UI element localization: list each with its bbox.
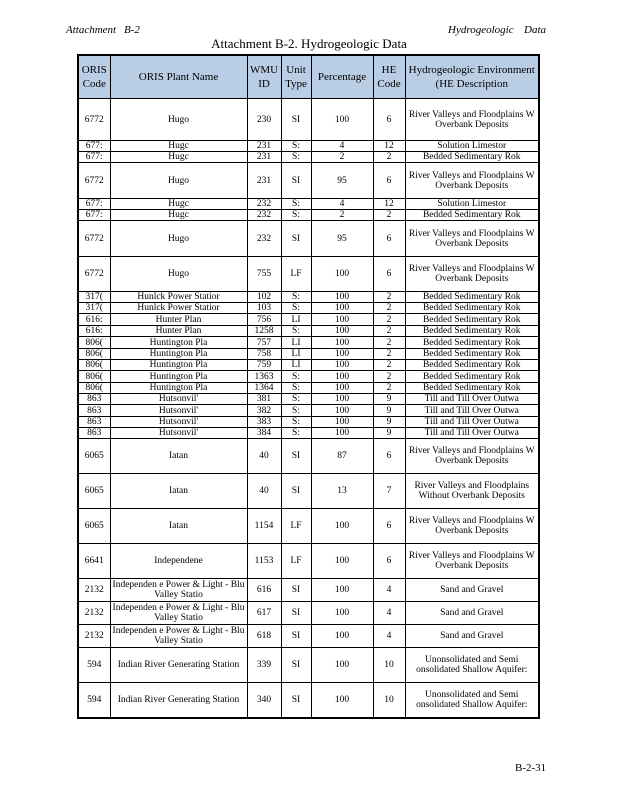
cell-he-code: 6	[373, 221, 405, 257]
cell-oris-code: 616:	[78, 314, 110, 326]
cell-unit-type: S:	[281, 405, 311, 417]
cell-unit-type: S:	[281, 141, 311, 152]
table-row	[78, 257, 539, 292]
cell-unit-type: S:	[281, 292, 311, 303]
cell-he-code: 4	[373, 579, 405, 602]
cell-he-description: Bedded Sedimentary Rok	[405, 326, 539, 337]
cell-plant-name: Huntington Pla	[110, 349, 247, 360]
cell-he-code: 2	[373, 326, 405, 337]
cell-unit-type: SI	[281, 648, 311, 683]
cell-wmu-id: 1153	[247, 544, 281, 579]
cell-oris-code: 6772	[78, 257, 110, 292]
cell-percentage: 2	[311, 152, 373, 163]
table-row	[78, 474, 539, 509]
cell-oris-code: 6772	[78, 221, 110, 257]
cell-oris-code: 317(	[78, 292, 110, 303]
table-row	[78, 439, 539, 474]
col-header-unit-type: Unit Type	[281, 55, 311, 99]
table-row	[78, 303, 539, 314]
cell-percentage: 100	[311, 371, 373, 383]
cell-percentage: 100	[311, 509, 373, 544]
cell-oris-code: 806(	[78, 349, 110, 360]
cell-percentage: 100	[311, 428, 373, 439]
cell-he-description: Bedded Sedimentary Rok	[405, 292, 539, 303]
cell-he-description: Bedded Sedimentary Rok	[405, 314, 539, 326]
cell-wmu-id: 755	[247, 257, 281, 292]
cell-plant-name: Huntington Pla	[110, 371, 247, 383]
cell-wmu-id: 384	[247, 428, 281, 439]
cell-he-code: 2	[373, 360, 405, 371]
cell-he-description: River Valleys and Floodplains W Overbank Deposits	[405, 439, 539, 474]
cell-oris-code: 677:	[78, 210, 110, 221]
cell-percentage: 100	[311, 417, 373, 428]
cell-he-description: Bedded Sedimentary Rok	[405, 152, 539, 163]
cell-he-code: 6	[373, 439, 405, 474]
cell-plant-name: Hutsonvil'	[110, 417, 247, 428]
cell-he-code: 2	[373, 337, 405, 349]
cell-percentage: 100	[311, 405, 373, 417]
cell-wmu-id: 232	[247, 210, 281, 221]
table-row	[78, 405, 539, 417]
cell-plant-name: Independen e Power & Light - Blu Valley Statio	[110, 625, 247, 648]
cell-plant-name: Indian River Generating Station	[110, 648, 247, 683]
cell-unit-type: S:	[281, 383, 311, 394]
cell-unit-type: S:	[281, 210, 311, 221]
cell-unit-type: S:	[281, 428, 311, 439]
cell-he-description: Bedded Sedimentary Rok	[405, 349, 539, 360]
cell-unit-type: S:	[281, 199, 311, 210]
cell-plant-name: Hugc	[110, 210, 247, 221]
cell-he-description: Bedded Sedimentary Rok	[405, 371, 539, 383]
cell-unit-type: SI	[281, 474, 311, 509]
cell-percentage: 100	[311, 544, 373, 579]
cell-percentage: 87	[311, 439, 373, 474]
cell-he-description: River Valleys and Floodplains W Overbank Deposits	[405, 257, 539, 292]
cell-unit-type: S:	[281, 417, 311, 428]
cell-he-description: Till and Till Over Outwa	[405, 417, 539, 428]
cell-plant-name: Hunlck Power Statior	[110, 292, 247, 303]
table-row	[78, 579, 539, 602]
cell-plant-name: Indian River Generating Station	[110, 683, 247, 718]
cell-percentage: 100	[311, 303, 373, 314]
table-row	[78, 221, 539, 257]
col-header-percentage: Percentage	[311, 55, 373, 99]
cell-he-code: 4	[373, 602, 405, 625]
cell-he-description: Bedded Sedimentary Rok	[405, 303, 539, 314]
hydrogeologic-data-table	[77, 54, 540, 719]
cell-he-description: Bedded Sedimentary Rok	[405, 383, 539, 394]
cell-unit-type: S:	[281, 303, 311, 314]
table-row	[78, 163, 539, 199]
cell-he-code: 4	[373, 625, 405, 648]
table-row	[78, 292, 539, 303]
cell-oris-code: 2132	[78, 579, 110, 602]
table-row	[78, 141, 539, 152]
cell-wmu-id: 40	[247, 474, 281, 509]
cell-percentage: 100	[311, 394, 373, 405]
cell-wmu-id: 1363	[247, 371, 281, 383]
cell-percentage: 100	[311, 99, 373, 141]
table-row	[78, 544, 539, 579]
table-row	[78, 648, 539, 683]
cell-percentage: 100	[311, 326, 373, 337]
table-row	[78, 99, 539, 141]
cell-plant-name: Hugc	[110, 152, 247, 163]
cell-he-description: Till and Till Over Outwa	[405, 405, 539, 417]
cell-he-code: 6	[373, 99, 405, 141]
cell-he-code: 12	[373, 199, 405, 210]
cell-oris-code: 6641	[78, 544, 110, 579]
cell-oris-code: 317(	[78, 303, 110, 314]
cell-percentage: 4	[311, 141, 373, 152]
cell-unit-type: SI	[281, 221, 311, 257]
cell-percentage: 13	[311, 474, 373, 509]
cell-he-description: River Valleys and Floodplains W Overbank Deposits	[405, 99, 539, 141]
cell-he-code: 6	[373, 544, 405, 579]
cell-he-code: 2	[373, 314, 405, 326]
cell-he-code: 2	[373, 152, 405, 163]
cell-he-description: River Valleys and Floodplains W Overbank Deposits	[405, 544, 539, 579]
cell-he-code: 6	[373, 257, 405, 292]
table-row	[78, 394, 539, 405]
cell-unit-type: LI	[281, 360, 311, 371]
cell-plant-name: Independen e Power & Light - Blu Valley Statio	[110, 579, 247, 602]
cell-he-description: Bedded Sedimentary Rok	[405, 337, 539, 349]
cell-plant-name: Independene	[110, 544, 247, 579]
table-row	[78, 417, 539, 428]
cell-unit-type: LF	[281, 544, 311, 579]
cell-plant-name: Hutsonvil'	[110, 405, 247, 417]
cell-plant-name: Hugo	[110, 99, 247, 141]
table-row	[78, 337, 539, 349]
cell-wmu-id: 1154	[247, 509, 281, 544]
cell-oris-code: 863	[78, 417, 110, 428]
cell-wmu-id: 616	[247, 579, 281, 602]
table-row	[78, 360, 539, 371]
cell-oris-code: 806(	[78, 383, 110, 394]
cell-unit-type: S:	[281, 152, 311, 163]
cell-oris-code: 806(	[78, 371, 110, 383]
cell-he-code: 6	[373, 509, 405, 544]
cell-unit-type: SI	[281, 683, 311, 718]
cell-plant-name: Huntington Pla	[110, 360, 247, 371]
cell-he-code: 6	[373, 163, 405, 199]
cell-unit-type: LF	[281, 509, 311, 544]
cell-plant-name: Hutsonvil'	[110, 394, 247, 405]
cell-plant-name: Hunlck Power Statior	[110, 303, 247, 314]
cell-he-code: 2	[373, 292, 405, 303]
cell-wmu-id: 759	[247, 360, 281, 371]
cell-wmu-id: 232	[247, 199, 281, 210]
cell-percentage: 100	[311, 349, 373, 360]
cell-he-code: 10	[373, 648, 405, 683]
cell-oris-code: 863	[78, 428, 110, 439]
cell-wmu-id: 618	[247, 625, 281, 648]
table-row	[78, 210, 539, 221]
cell-wmu-id: 1364	[247, 383, 281, 394]
cell-percentage: 100	[311, 257, 373, 292]
cell-oris-code: 677:	[78, 141, 110, 152]
cell-he-code: 9	[373, 405, 405, 417]
table-row	[78, 349, 539, 360]
table-row	[78, 326, 539, 337]
cell-oris-code: 6065	[78, 439, 110, 474]
table-row	[78, 152, 539, 163]
page-number: B-2-31	[515, 762, 547, 774]
cell-plant-name: Huntington Pla	[110, 383, 247, 394]
table-row	[78, 683, 539, 718]
table-row	[78, 602, 539, 625]
cell-he-code: 9	[373, 428, 405, 439]
cell-oris-code: 6772	[78, 99, 110, 141]
cell-wmu-id: 1258	[247, 326, 281, 337]
cell-unit-type: LF	[281, 257, 311, 292]
cell-wmu-id: 382	[247, 405, 281, 417]
cell-wmu-id: 40	[247, 439, 281, 474]
cell-plant-name: Iatan	[110, 509, 247, 544]
cell-he-code: 2	[373, 303, 405, 314]
cell-plant-name: Hunter Plan	[110, 326, 247, 337]
cell-unit-type: S:	[281, 394, 311, 405]
cell-plant-name: Iatan	[110, 439, 247, 474]
cell-oris-code: 863	[78, 405, 110, 417]
cell-oris-code: 2132	[78, 625, 110, 648]
cell-percentage: 100	[311, 337, 373, 349]
cell-percentage: 100	[311, 383, 373, 394]
cell-percentage: 2	[311, 210, 373, 221]
header-section-label: Hydrogeologic	[448, 24, 514, 36]
cell-he-code: 10	[373, 683, 405, 718]
cell-unit-type: LI	[281, 337, 311, 349]
cell-unit-type: SI	[281, 579, 311, 602]
cell-he-description: Unonsolidated and Semi onsolidated Shallow Aquifer:	[405, 648, 539, 683]
cell-he-description: River Valleys and Floodplains W Overbank Deposits	[405, 221, 539, 257]
cell-he-description: Solution Limestor	[405, 141, 539, 152]
table-row	[78, 428, 539, 439]
cell-wmu-id: 381	[247, 394, 281, 405]
cell-percentage: 100	[311, 602, 373, 625]
cell-plant-name: Iatan	[110, 474, 247, 509]
cell-he-description: Sand and Gravel	[405, 579, 539, 602]
cell-he-description: Solution Limestor	[405, 199, 539, 210]
col-header-plant-name: ORIS Plant Name	[110, 55, 247, 99]
cell-oris-code: 6065	[78, 474, 110, 509]
cell-he-code: 2	[373, 349, 405, 360]
cell-wmu-id: 340	[247, 683, 281, 718]
cell-percentage: 100	[311, 625, 373, 648]
cell-he-description: Unonsolidated and Semi onsolidated Shallow Aquifer:	[405, 683, 539, 718]
cell-oris-code: 677:	[78, 152, 110, 163]
cell-oris-code: 2132	[78, 602, 110, 625]
cell-unit-type: LI	[281, 314, 311, 326]
cell-plant-name: Hugo	[110, 163, 247, 199]
cell-wmu-id: 231	[247, 152, 281, 163]
cell-plant-name: Hunter Plan	[110, 314, 247, 326]
cell-he-description: Sand and Gravel	[405, 625, 539, 648]
table-header-row	[78, 55, 539, 99]
cell-unit-type: SI	[281, 99, 311, 141]
cell-he-description: River Valleys and Floodplains Without Overbank Deposits	[405, 474, 539, 509]
cell-wmu-id: 102	[247, 292, 281, 303]
cell-he-code: 2	[373, 383, 405, 394]
cell-oris-code: 616:	[78, 326, 110, 337]
cell-oris-code: 594	[78, 683, 110, 718]
cell-he-code: 7	[373, 474, 405, 509]
cell-unit-type: SI	[281, 163, 311, 199]
header-attachment-number: B-2	[124, 24, 140, 36]
cell-percentage: 100	[311, 683, 373, 718]
col-header-wmu-id: WMU ID	[247, 55, 281, 99]
cell-unit-type: SI	[281, 439, 311, 474]
cell-wmu-id: 339	[247, 648, 281, 683]
cell-he-code: 12	[373, 141, 405, 152]
cell-oris-code: 6772	[78, 163, 110, 199]
cell-wmu-id: 230	[247, 99, 281, 141]
cell-plant-name: Hutsonvil'	[110, 428, 247, 439]
cell-he-description: Sand and Gravel	[405, 602, 539, 625]
cell-wmu-id: 617	[247, 602, 281, 625]
cell-wmu-id: 383	[247, 417, 281, 428]
cell-percentage: 100	[311, 648, 373, 683]
cell-unit-type: LI	[281, 349, 311, 360]
cell-he-code: 9	[373, 417, 405, 428]
cell-he-description: River Valleys and Floodplains W Overbank Deposits	[405, 509, 539, 544]
table-row	[78, 383, 539, 394]
cell-unit-type: S:	[281, 371, 311, 383]
cell-plant-name: Hugo	[110, 221, 247, 257]
cell-percentage: 95	[311, 163, 373, 199]
cell-wmu-id: 103	[247, 303, 281, 314]
cell-he-description: Bedded Sedimentary Rok	[405, 360, 539, 371]
cell-he-code: 2	[373, 371, 405, 383]
cell-plant-name: Hugc	[110, 141, 247, 152]
cell-unit-type: SI	[281, 625, 311, 648]
cell-wmu-id: 231	[247, 163, 281, 199]
cell-plant-name: Hugc	[110, 199, 247, 210]
cell-wmu-id: 758	[247, 349, 281, 360]
cell-oris-code: 677:	[78, 199, 110, 210]
cell-he-description: River Valleys and Floodplains W Overbank Deposits	[405, 163, 539, 199]
table-row	[78, 625, 539, 648]
cell-wmu-id: 756	[247, 314, 281, 326]
col-header-he-description: Hydrogeologic Environment (HE Description	[405, 55, 539, 99]
cell-he-code: 9	[373, 394, 405, 405]
cell-percentage: 100	[311, 314, 373, 326]
col-header-he-code: HE Code	[373, 55, 405, 99]
cell-wmu-id: 757	[247, 337, 281, 349]
cell-plant-name: Hugo	[110, 257, 247, 292]
cell-percentage: 100	[311, 292, 373, 303]
cell-percentage: 95	[311, 221, 373, 257]
cell-he-description: Till and Till Over Outwa	[405, 428, 539, 439]
col-header-oris-code: ORIS Code	[78, 55, 110, 99]
table-row	[78, 509, 539, 544]
cell-oris-code: 806(	[78, 360, 110, 371]
cell-wmu-id: 231	[247, 141, 281, 152]
cell-plant-name: Independen e Power & Light - Blu Valley Statio	[110, 602, 247, 625]
cell-percentage: 100	[311, 360, 373, 371]
cell-oris-code: 594	[78, 648, 110, 683]
header-section-suffix: Data	[524, 24, 546, 36]
cell-he-code: 2	[373, 210, 405, 221]
cell-percentage: 4	[311, 199, 373, 210]
cell-percentage: 100	[311, 579, 373, 602]
cell-unit-type: SI	[281, 602, 311, 625]
cell-unit-type: S:	[281, 326, 311, 337]
table-row	[78, 314, 539, 326]
cell-oris-code: 6065	[78, 509, 110, 544]
cell-wmu-id: 232	[247, 221, 281, 257]
cell-oris-code: 863	[78, 394, 110, 405]
page-title: Attachment B-2. Hydrogeologic Data	[211, 36, 407, 51]
table-row	[78, 199, 539, 210]
header-attachment-label: Attachment	[66, 24, 117, 36]
cell-he-description: Till and Till Over Outwa	[405, 394, 539, 405]
cell-plant-name: Huntington Pla	[110, 337, 247, 349]
table-row	[78, 371, 539, 383]
table-body	[78, 99, 539, 718]
cell-oris-code: 806(	[78, 337, 110, 349]
cell-he-description: Bedded Sedimentary Rok	[405, 210, 539, 221]
